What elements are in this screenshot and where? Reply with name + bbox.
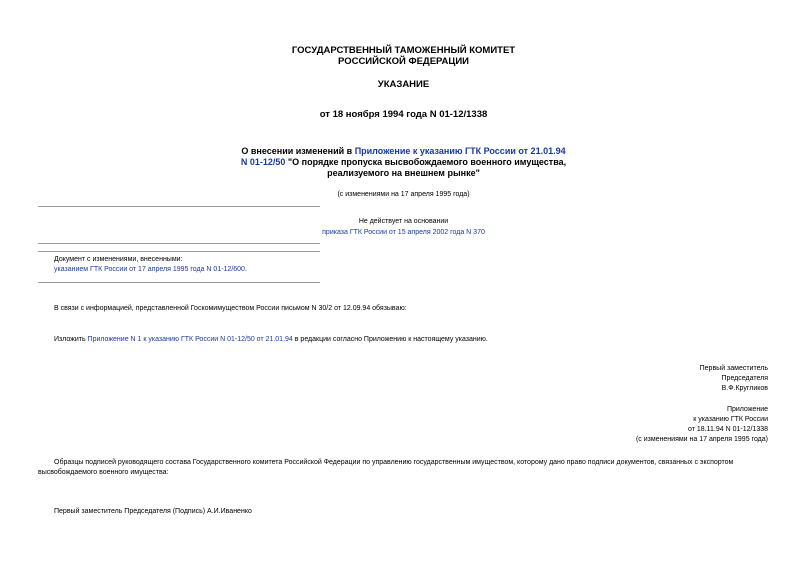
title-link-line2[interactable]: N 01-12/50	[240, 157, 286, 167]
org-name-line2: РОССИЙСКОЙ ФЕДЕРАЦИИ	[337, 56, 469, 67]
title-line2	[0, 157, 807, 168]
changes-line	[54, 265, 247, 275]
body-paragraph-1: В связи с информацией, представленной Госкомимуществом России письмом N 30/2 от 12.09.94 обязываю:	[54, 305, 407, 312]
appendix-line4: (с изменениями на 17 апреля 1995 года)	[635, 436, 768, 443]
para2-prefix: Изложить	[54, 336, 88, 343]
title-prefix: О внесении изменений в	[241, 146, 355, 156]
signature-line1: Первый заместитель	[699, 365, 768, 372]
status-text: Не действует на основании	[358, 218, 449, 225]
samples-signer: Первый заместитель Председателя (Подпись) А.И.Иваненко	[54, 508, 252, 515]
changes-period: .	[244, 266, 247, 273]
body-paragraph-2	[54, 335, 488, 345]
divider	[38, 282, 320, 283]
appendix-line3: от 18.11.94 N 01-12/1338	[688, 426, 768, 433]
para2-suffix: в редакции согласно Приложению к настоящему указанию.	[292, 336, 488, 343]
title-line3: реализуемого на внешнем рынке"	[327, 168, 480, 178]
title-note: (с изменениями на 17 апреля 1995 года)	[337, 191, 470, 198]
status-link[interactable]: приказа ГТК России от 15 апреля 2002 года N 370	[322, 229, 485, 236]
changes-link[interactable]: указанием ГТК России от 17 апреля 1995 года N 01-12/600	[54, 266, 245, 273]
signature-line2: Председателя	[721, 375, 768, 382]
divider	[38, 206, 320, 207]
title-rest-line2: "О порядке пропуска высвобождаемого военного имущества,	[285, 157, 567, 167]
para2-link[interactable]: Приложение N 1 к указанию ГТК России N 01-12/50 от 21.01.94	[87, 336, 293, 343]
doc-type: УКАЗАНИЕ	[377, 79, 430, 90]
divider	[38, 243, 320, 244]
title-link-line1[interactable]: Приложение к указанию ГТК России от 21.01.94	[354, 146, 566, 156]
doc-date-number: от 18 ноября 1994 года N 01-12/1338	[319, 109, 488, 120]
title-line1	[0, 146, 807, 157]
org-name-line1: ГОСУДАРСТВЕННЫЙ ТАМОЖЕННЫЙ КОМИТЕТ	[291, 45, 516, 56]
divider	[38, 251, 320, 252]
appendix-line2: к указанию ГТК России	[693, 416, 768, 423]
signature-name: В.Ф.Кругликов	[721, 385, 768, 392]
appendix-line1: Приложение	[726, 406, 768, 413]
changes-text: Документ с изменениями, внесенными:	[54, 256, 183, 263]
samples-line2: высвобождаемого военного имущества:	[38, 469, 169, 476]
samples-line1: Образцы подписей руководящего состава Государственного комитета Российской Федерации по управлению государственным имуществом, которому дано право подписи документов, связанных с экспортом	[54, 459, 734, 466]
